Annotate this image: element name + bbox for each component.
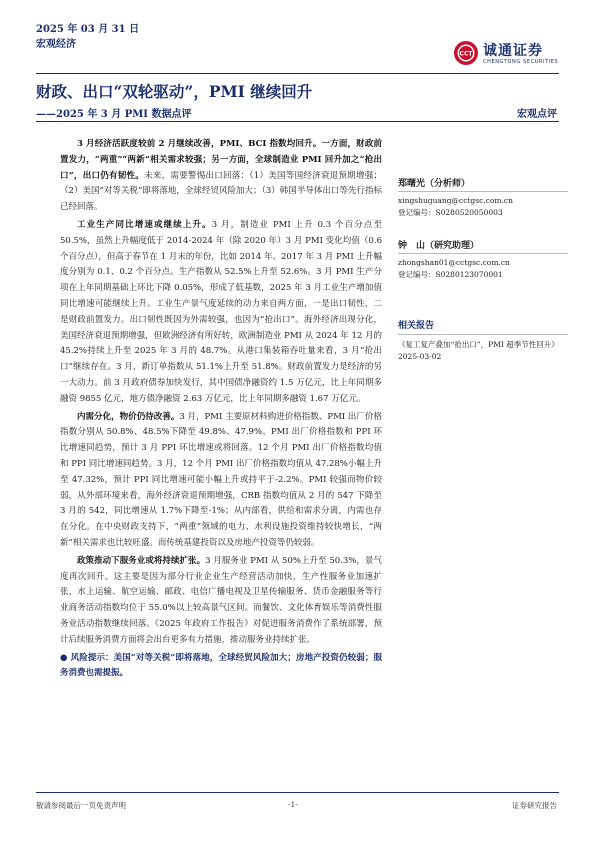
header-divider (36, 73, 559, 74)
summary-paragraph (60, 137, 382, 216)
summary-rest: 未来，需要警惕出口回落：（1）美国等国经济衰退预期增强；（2）美国“对等关税”即将落地，全球经贸风险加大；（3）韩国半导体出口等先行指标已经回落。 (60, 170, 382, 213)
analyst-name: 郑曙光（分析师） (398, 179, 471, 189)
report-subtitle: ——2025 年 3 月 PMI 数据点评 (36, 109, 192, 120)
demand-lead: 内需分化，物价仍待改善。 (77, 411, 180, 422)
report-section: 宏观经济 (36, 39, 76, 50)
related-report-link[interactable]: 《复工复产叠加“抢出口”，PMI 超季节性回升》2025-03-02 (398, 340, 559, 361)
svg-text:CCT: CCT (459, 50, 473, 58)
report-type-tag: 宏观点评 (517, 109, 557, 120)
production-lead: 工业生产同比增速或继续上升。 (77, 219, 212, 230)
related-reports-title: 相关报告 (398, 321, 435, 331)
analyst-email: zhongshan01@cctgsc.com.cn (398, 258, 510, 267)
footer-report-type: 证券研究报告 (512, 801, 557, 810)
report-title: 财政、出口“双轮驱动”，PMI 继续回升 (36, 82, 313, 101)
logo-name-en: CHENGTONG SECURITIES (483, 59, 559, 65)
summary-lead: 3 月经济活跃度较前 2 月继续改善，PMI、BCI 指数均回升。一方面，财政前置发力，“两重”“两新”相关需求较强；另一方面，全球制造业 PMI 回升加之“抢出口”，出口仍有韧性。 (60, 139, 382, 181)
page-number: -1- (288, 800, 298, 809)
logo-name-cn: 诚通证券 (483, 43, 543, 59)
logo-mark-icon (453, 40, 479, 66)
analyst-divider (398, 253, 568, 254)
analyst-card-2 (398, 238, 568, 281)
related-divider (398, 334, 568, 335)
analyst-divider (398, 191, 568, 192)
related-reports (398, 318, 568, 363)
title-divider (36, 121, 559, 122)
services-lead: 政策推动下服务业或将持续扩张。 (77, 555, 206, 566)
analyst-cert: 登记编号：S0280520050003 (398, 208, 503, 217)
demand-paragraph (60, 410, 382, 552)
report-date: 2025 年 03 月 31 日 (36, 24, 140, 35)
analyst-cert: 登记编号：S0280123070001 (398, 270, 503, 279)
analyst-email: xingshuguang@cctgsc.com.cn (398, 196, 513, 205)
company-logo (453, 38, 563, 72)
production-paragraph (60, 218, 382, 408)
analyst-name: 钟 山（研究助理） (398, 241, 480, 251)
production-body: 3 月，制造业 PMI 上升 0.3 个百分点至 50.5%，虽然上升幅度低于 2014-2024 年（除 2020 年）3 月 PMI 变化均值（0.6 个百分点），但高于春节在 1 月末的年份，比如 2014 年、2017 年 3 月 PMI 上升幅度分别为 0.1、0.2 个百分点。生产指数从 52.5%上升至 52.6%。3 月 PMI 生产分项在上年同期基础上环比下降 0.05%，形成了低基数，2025 年 3 月工业生产增加值同比增速可能继续上升。工业生产景气度延续的动力来自两方面，一是出口韧性，二是财政前置发力。出口韧性既因为外需较强，也因为“抢出口”。海外经济出现分化，美国经济衰退预期增强，但欧洲经济有所好转，欧洲制造业 PMI 从 2024 年 12 月的 45.2%持续上升至 2025 年 3 月的 48.7%。从港口集装箱吞吐量来看，3 月“抢出口”继续存在。3 月，新订单指数从 51.1%上升至 51.8%。财政前置发力是经济的另一大动力。前 3 月政府债券加快发行，其中国债净融资约 1.5 万亿元，比上年同期多融资 9855 亿元，地方债净融资 2.63 万亿元，比上年同期多融资 1.67 万亿元。 (60, 219, 382, 404)
report-body (60, 137, 382, 682)
risk-warning: ● 风险提示：美国“对等关税”即将落地，全球经贸风险加大；房地产投资仍较弱；服务消费也需提振。 (60, 652, 382, 679)
demand-body: 3 月，PMI 主要原材料购进价格指数、PMI 出厂价格指数分别从 50.8%、48.5%下降至 49.8%、47.9%。PMI 出厂价格指数和 PPI 环比增速同趋势，预计 3 月 PPI 环比增速或将回落。12 个月 PMI 出厂价格指数均值和 PPI 同比增速同趋势。3 月，12 个月 PMI 出厂价格指数均值从 47.28%小幅上升至 47.32%，预计 PPI 同比增速可能小幅上升或持平于-2.2%。PMI 较强而物价较弱，从外部环境来看，海外经济衰退预期增强，CRB 指数均值从 2 月的 547 下降至 3 月的 542，同比增速从 1.7%下降至-1%；从内部看，供给和需求分离，内需也存在分化。在中央财政支持下，“两重”领域的电力、水利设施投资维持较快增长，“两新”相关需求也比较旺盛。而传统基建投资以及房地产投资等仍较弱。 (60, 411, 382, 548)
footer-divider (36, 792, 559, 793)
analyst-card-1 (398, 176, 568, 219)
services-body: 3 月服务业 PMI 从 50%上升至 50.3%，景气度再次回升。这主要是因为部分行业企业生产经营活动加快，生产性服务业加速扩张，水上运输、航空运输、邮政、电信广播电视及卫星传输服务、货币金融服务等行业商务活动指数均位于 55.0%以上较高景气区间。而餐饮、文化体育娱乐等消费性服务业活动指数继续回落。《2025 年政府工作报告》对促进服务消费作了系统部署，预计后续服务消费方面将会出台更多有力措施，推动服务业持续扩张。 (60, 555, 382, 645)
footer-disclaimer: 敬请参阅最后一页免责声明 (36, 801, 126, 810)
services-paragraph (60, 554, 382, 649)
